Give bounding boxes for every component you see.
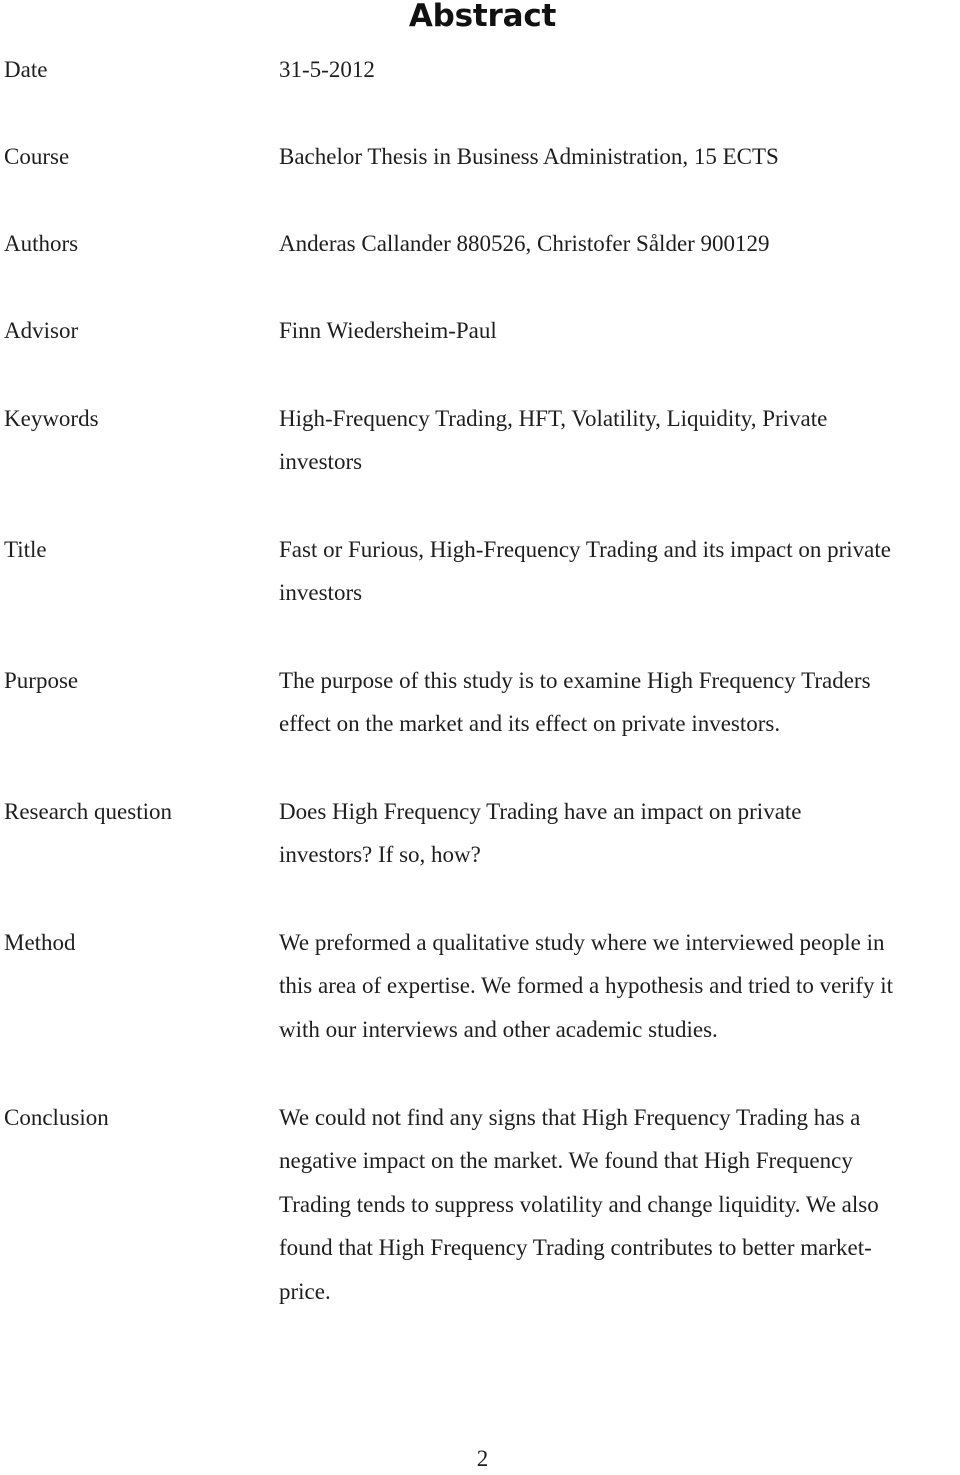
field-value-method-line: this area of expertise. We formed a hypothesis and tried to verify it [279,973,894,998]
field-value-research-question-line: investors? If so, how? [279,842,481,867]
field-value-title-line: investors [279,580,363,605]
field-label-keywords: Keywords [4,406,99,431]
field-value-conclusion-line: Trading tends to suppress volatility and change liquidity. We also [279,1192,879,1217]
field-label-advisor: Advisor [4,318,79,343]
page-title: Abstract [408,0,557,34]
field-label-title: Title [4,537,47,562]
field-label-date: Date [4,57,48,82]
field-value-conclusion-line: found that High Frequency Trading contributes to better market- [279,1235,872,1260]
field-value-conclusion-line: price. [279,1279,331,1304]
field-label-purpose: Purpose [4,668,79,693]
field-value-research-question-line: Does High Frequency Trading have an impact on private [279,799,802,824]
field-label-conclusion: Conclusion [4,1105,109,1130]
field-value-title-line: Fast or Furious, High-Frequency Trading and its impact on private [279,537,891,562]
field-value-course: Bachelor Thesis in Business Administration, 15 ECTS [279,144,779,169]
field-label-method: Method [4,930,76,955]
field-value-date: 31-5-2012 [279,57,375,82]
field-value-method-line: with our interviews and other academic studies. [279,1017,718,1042]
field-value-authors: Anderas Callander 880526, Christofer Sålder 900129 [279,231,770,256]
field-value-advisor: Finn Wiedersheim-Paul [279,318,497,343]
field-value-purpose-line: The purpose of this study is to examine High Frequency Traders [279,668,871,693]
field-value-conclusion-line: negative impact on the market. We found that High Frequency [279,1148,853,1173]
field-label-research-question: Research question [4,799,172,824]
field-value-keywords-line: High-Frequency Trading, HFT, Volatility, Liquidity, Private [279,406,828,431]
field-label-authors: Authors [4,231,79,256]
field-value-method-line: We preformed a qualitative study where we interviewed people in [279,930,885,955]
field-value-keywords-line: investors [279,449,363,474]
field-value-conclusion-line: We could not find any signs that High Frequency Trading has a [279,1105,861,1130]
field-value-purpose-line: effect on the market and its effect on private investors. [279,711,781,736]
page-number: 2 [476,1446,489,1471]
field-label-course: Course [4,144,70,169]
